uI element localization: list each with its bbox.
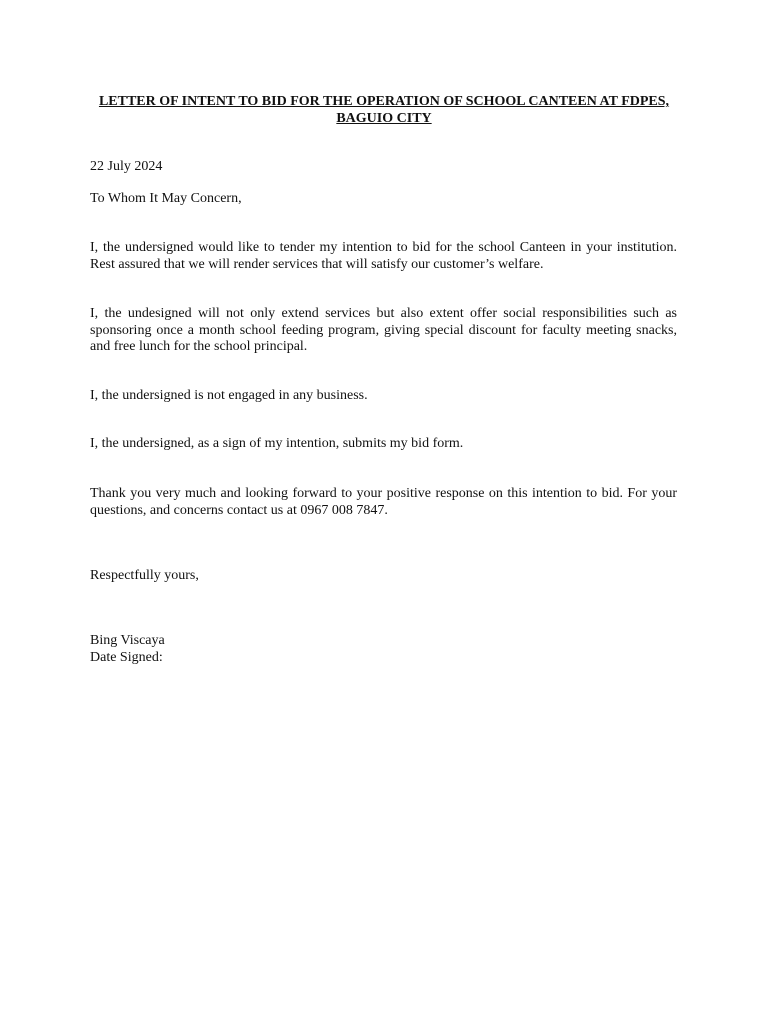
salutation: To Whom It May Concern,: [90, 191, 242, 206]
paragraph-no-business: I, the undersigned is not engaged in any business.: [90, 388, 368, 403]
signer-name: Bing Viscaya: [90, 633, 165, 648]
closing: Respectfully yours,: [90, 568, 199, 583]
letter-date: 22 July 2024: [90, 159, 163, 174]
letter-title: LETTER OF INTENT TO BID FOR THE OPERATION OF SCHOOL CANTEEN AT FDPES, BAGUIO CITY: [98, 94, 670, 126]
date-signed-label: Date Signed:: [90, 650, 163, 665]
paragraph-social-responsibilities: I, the undesigned will not only extend services but also extent offer social responsibilities such as sponsoring once a month school feeding program, giving special discount for faculty meeting snacks, and free lunch for the school principal.: [90, 306, 677, 354]
paragraph-bid-form: I, the undersigned, as a sign of my intention, submits my bid form.: [90, 436, 464, 451]
paragraph-intent: I, the undersigned would like to tender my intention to bid for the school Canteen in your institution. Rest assured that we will render services that will satisfy our customer’s welfare.: [90, 240, 677, 272]
paragraph-thank-you: Thank you very much and looking forward to your positive response on this intention to bid. For your questions, and concerns contact us at 0967 008 7847.: [90, 486, 677, 518]
